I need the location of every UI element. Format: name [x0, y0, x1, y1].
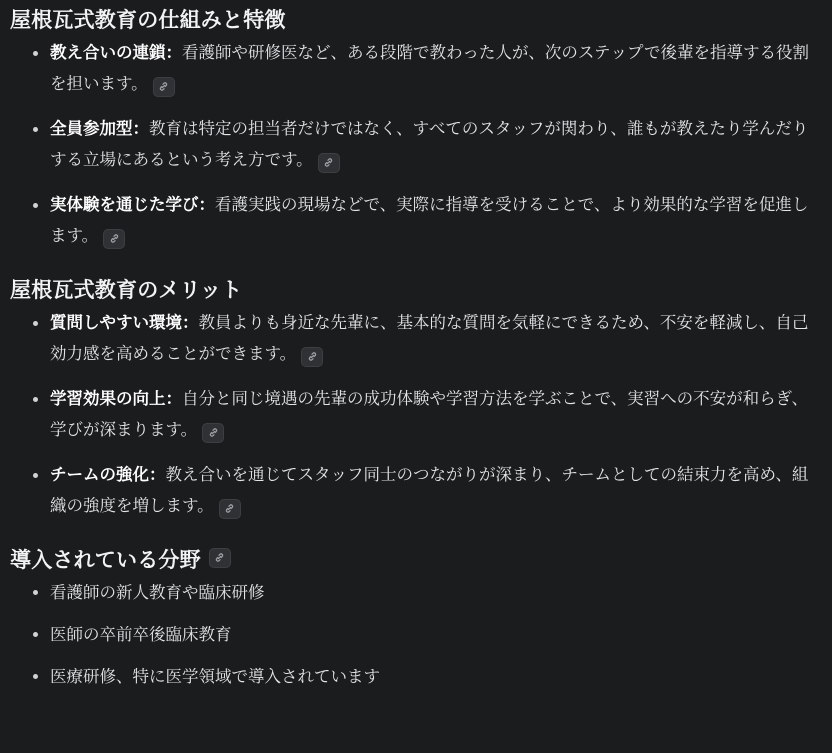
list-item-text: 看護師の新人教育や臨床研修	[50, 584, 265, 602]
list-item-text: 自分と同じ境遇の先輩の成功体験や学習方法を学ぶことで、実習への不安が和らぎ、学びが深まります。	[50, 390, 809, 439]
link-icon[interactable]	[103, 229, 125, 249]
list-item	[10, 308, 818, 370]
list-item	[10, 662, 818, 692]
list-item-separator: ：	[149, 466, 166, 484]
list-item	[10, 38, 818, 100]
link-icon[interactable]	[219, 499, 241, 519]
list-item-separator: ：	[198, 196, 215, 214]
list-item	[10, 190, 818, 252]
section-group	[10, 536, 818, 692]
list-item-text: 看護師や研修医など、ある段階で教わった人が、次のステップで後輩を指導する役割を担います。	[50, 44, 809, 93]
link-icon[interactable]	[153, 77, 175, 97]
list-item-text: 医師の卒前卒後臨床教育	[50, 626, 232, 644]
definition-list	[10, 308, 818, 522]
list-item-term: 教え合いの連鎖	[50, 44, 166, 62]
list-item-term: 全員参加型	[50, 120, 133, 138]
list-item	[10, 620, 818, 650]
section-heading: 屋根瓦式教育のメリット	[10, 279, 243, 302]
list-item-term: 質問しやすい環境	[50, 314, 182, 332]
list-item-separator: ：	[165, 44, 182, 62]
plain-list	[10, 578, 818, 692]
link-icon[interactable]	[318, 153, 340, 173]
list-item-text: 医療研修、特に医学領域で導入されています	[50, 668, 380, 686]
section-group	[10, 0, 818, 252]
list-item-term: 実体験を通じた学び	[50, 196, 199, 214]
list-item-term: チームの強化	[50, 466, 149, 484]
list-item-separator: ：	[132, 120, 149, 138]
link-icon[interactable]	[202, 423, 224, 443]
list-item-text: 教え合いを通じてスタッフ同士のつながりが深まり、チームとしての結束力を高め、組織の強度を増します。	[50, 466, 809, 515]
list-item-text: 教員よりも身近な先輩に、基本的な質問を気軽にできるため、不安を軽減し、自己効力感を高めることができます。	[50, 314, 809, 363]
list-item-separator: ：	[165, 390, 182, 408]
list-item	[10, 578, 818, 608]
list-item	[10, 460, 818, 522]
section-group	[10, 266, 818, 522]
list-item	[10, 384, 818, 446]
section-heading: 屋根瓦式教育の仕組みと特徴	[10, 9, 286, 32]
list-item-separator: ：	[182, 314, 199, 332]
link-icon[interactable]	[301, 347, 323, 367]
list-item-term: 学習効果の向上	[50, 390, 166, 408]
list-item	[10, 114, 818, 176]
section-heading-text: 導入されている分野	[10, 549, 201, 572]
definition-list	[10, 38, 818, 252]
list-item-text: 教育は特定の担当者だけではなく、すべてのスタッフが関わり、誰もが教えたり学んだりする立場にあるという考え方です。	[50, 120, 809, 169]
section-heading	[10, 536, 818, 578]
link-icon[interactable]	[209, 548, 231, 568]
list-item-text: 看護実践の現場などで、実際に指導を受けることで、より効果的な学習を促進します。	[50, 196, 809, 245]
